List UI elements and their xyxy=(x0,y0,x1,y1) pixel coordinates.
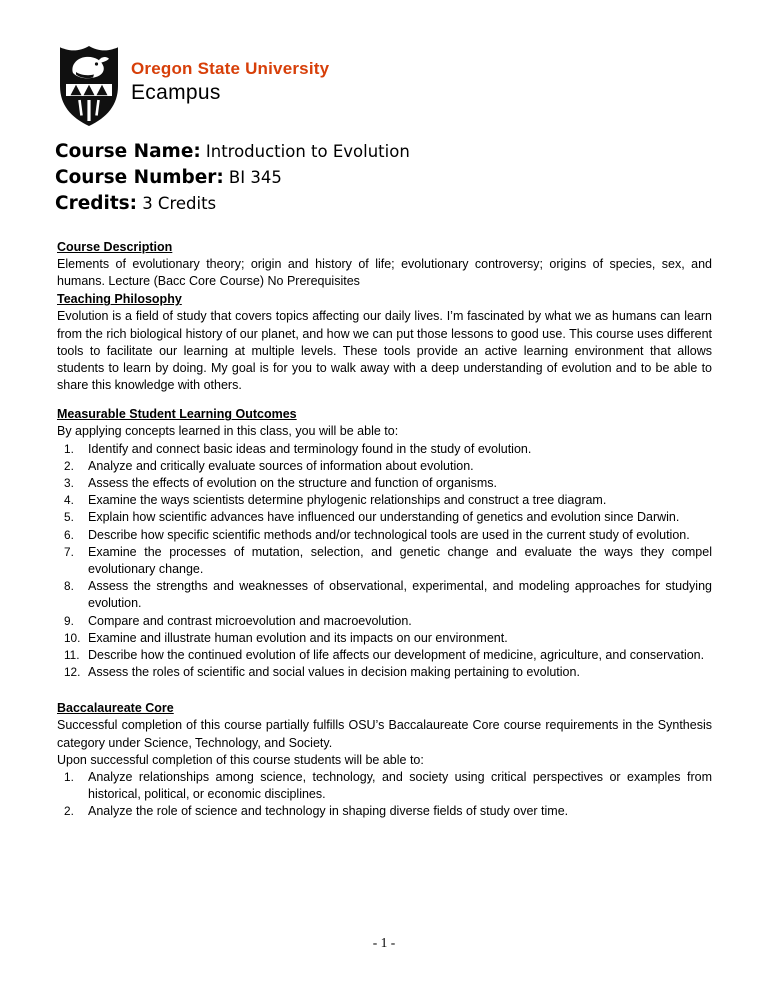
university-name: Oregon State University xyxy=(131,59,330,78)
learning-outcomes-intro: By applying concepts learned in this class, you will be able to: xyxy=(57,424,399,439)
osu-shield-icon xyxy=(58,44,120,128)
section-learning-outcomes xyxy=(57,406,712,681)
course-name-value: Introduction to Evolution xyxy=(205,142,410,161)
outcome-item: Describe how specific scientific methods and/or technological tools are used in the current study of evolution. xyxy=(88,527,690,542)
document-body xyxy=(57,239,712,821)
header xyxy=(0,0,768,128)
section-baccalaureate-core xyxy=(57,700,712,820)
outcome-item: Analyze and critically evaluate sources of information about evolution. xyxy=(88,458,474,473)
course-number-line xyxy=(55,165,713,190)
outcome-item: Compare and contrast microevolution and macroevolution. xyxy=(88,613,412,628)
course-description-heading: Course Description xyxy=(57,240,173,254)
baccalaureate-core-text-2: Upon successful completion of this course students will be able to: xyxy=(57,752,424,767)
page-footer xyxy=(0,935,768,951)
baccalaureate-core-list xyxy=(57,769,712,821)
teaching-philosophy-text: Evolution is a field of study that covers topics affecting our daily lives. I’m fascinated by what we as humans can learn from the rich biological history of our planet, and how we can put those lessons to good use. This course uses different tools to facilitate our learning at multiple levels. These tools provide an active learning environment that allows students to learn by doing. My goal is for you to walk away with a deep understanding of evolution and to be able to share this knowledge with others. xyxy=(57,309,712,393)
outcome-item: Assess the effects of evolution on the structure and function of organisms. xyxy=(88,476,498,491)
course-credits-value: 3 Credits xyxy=(142,194,217,213)
section-teaching-philosophy xyxy=(57,291,712,394)
page-number: - 1 - xyxy=(372,935,396,950)
learning-outcomes-list xyxy=(57,441,712,682)
outcome-item: Examine the processes of mutation, selection, and genetic change and evaluate the ways they compel evolutionary change. xyxy=(88,544,712,577)
osu-ecampus-logo xyxy=(58,44,768,128)
course-credits-line xyxy=(55,191,713,216)
course-number-value: BI 345 xyxy=(228,168,282,187)
baccalaureate-core-text-1: Successful completion of this course partially fulfills OSU’s Baccalaureate Core course requirements in the Synthesis category under Science, Technology, and Society. xyxy=(57,718,712,750)
course-number-label: Course Number: xyxy=(55,167,224,188)
bacc-core-item: Analyze the role of science and technology in shaping diverse fields of study over time. xyxy=(88,804,569,819)
course-credits-label: Credits: xyxy=(55,193,138,214)
outcome-item: Identify and connect basic ideas and terminology found in the study of evolution. xyxy=(88,441,532,456)
section-course-description xyxy=(57,239,712,290)
course-name-label: Course Name: xyxy=(55,141,201,162)
bacc-core-item: Analyze relationships among science, technology, and society using critical perspectives or examples from historical, political, or economic disciplines. xyxy=(88,770,712,802)
outcome-item: Assess the strengths and weaknesses of observational, experimental, and modeling approaches for studying evolution. xyxy=(88,579,712,611)
learning-outcomes-heading: Measurable Student Learning Outcomes xyxy=(57,407,297,422)
ecampus-wordmark: Ecampus xyxy=(131,81,221,104)
outcome-item: Examine the ways scientists determine phylogenic relationships and construct a tree diagram. xyxy=(88,493,607,508)
outcome-item: Describe how the continued evolution of life affects our development of medicine, agriculture, and conservation. xyxy=(88,648,705,663)
teaching-philosophy-heading: Teaching Philosophy xyxy=(57,292,182,307)
course-name-line xyxy=(55,139,713,164)
course-meta xyxy=(55,139,713,216)
baccalaureate-core-heading: Baccalaureate Core xyxy=(57,701,174,716)
outcome-item: Explain how scientific advances have influenced our understanding of genetics and evolution since Darwin. xyxy=(88,510,680,525)
course-description-text: Elements of evolutionary theory; origin and history of life; evolutionary controversy; origins of species, sex, and humans. Lecture (Bacc Core Course) No Prerequisites xyxy=(57,257,712,289)
logo-wordmark xyxy=(131,44,329,105)
outcome-item: Assess the roles of scientific and social values in decision making pertaining to evolution. xyxy=(88,665,580,680)
outcome-item: Examine and illustrate human evolution and its impacts on our environment. xyxy=(88,630,508,645)
